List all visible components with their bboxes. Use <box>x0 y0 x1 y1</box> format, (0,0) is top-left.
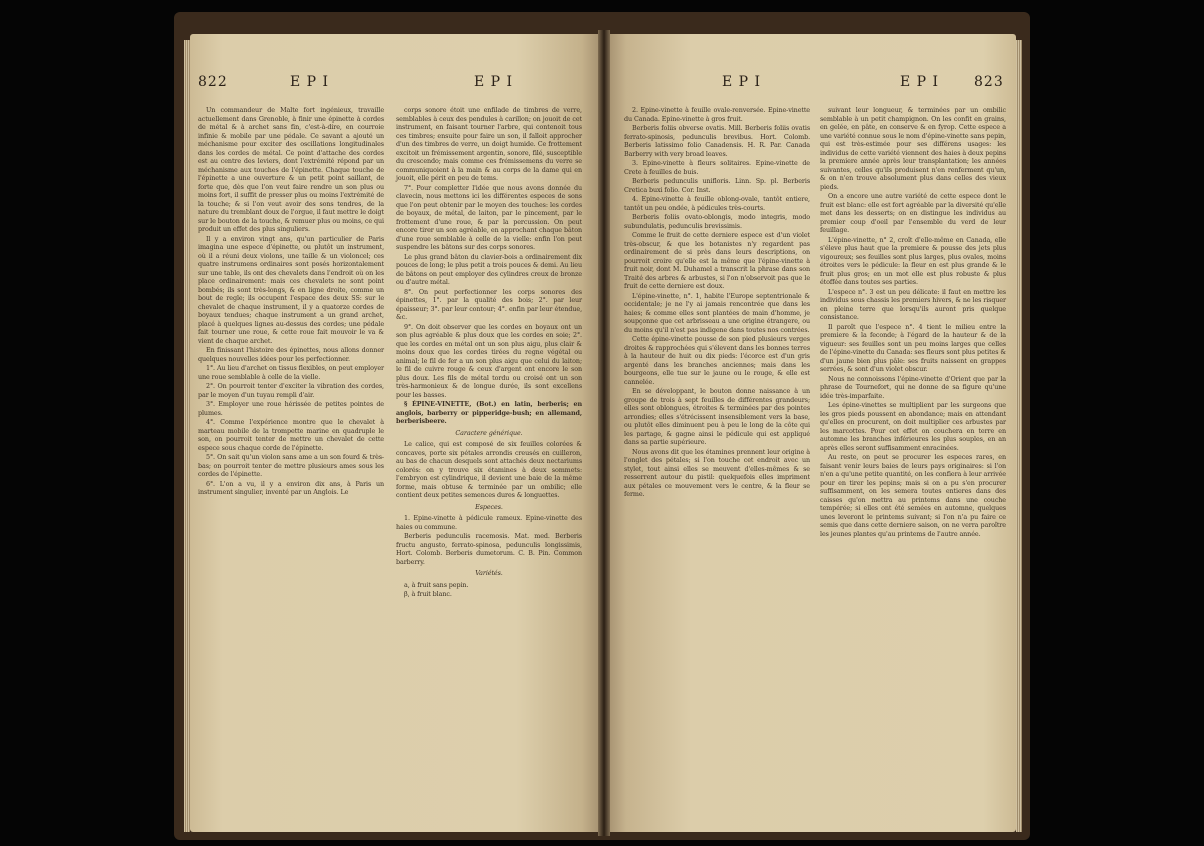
left-column-2 <box>396 106 582 600</box>
section-heading: Caractere générique. <box>455 428 523 437</box>
paragraph: Nous ne connoissons l'épine-vinette d'Orient que par la phrase de Tournefort, qui ne donne de sa figure qu'une idée très-imparfaite. <box>820 374 1006 400</box>
page-number-right: 823 <box>974 74 1004 90</box>
paragraph: 3. Epine-vinette à fleurs solitaires. Epine-vinette de Crete à feuilles de buis. <box>624 159 810 176</box>
left-column-1 <box>198 106 384 498</box>
paragraph: Il paroît que l'espece n°. 4 tient le milieu entre la premiere & la feconde; à l'égard de la hauteur & de la vigueur: ses feuilles sont un peu moins larges que celles de l'épine-vinette du Canada: ses fleurs sont plus petites & d'un jaune bien plus pâle: ses fruits naissent en grappes serrées, & sont d'un violet obscur. <box>820 322 1006 373</box>
right-page <box>610 34 1016 832</box>
running-head-right-2: E P I <box>900 74 940 90</box>
paragraph: L'épine-vinette, n°. 1, habite l'Europe septentrionale & occidentale; je ne l'y ai jamais rencontrée que dans les haies; & comme elles sont plantées de main d'homme, je soupçonne que cet arbrisseau a une origine étrangere, ou du moins qu'il n'est pas indigene dans toutes nos contrées. <box>624 291 810 334</box>
paragraph: Berberis foliis ovato-oblongis, modo integris, modo subundulatis, pedunculis brevissimis. <box>624 213 810 230</box>
running-head-right-1: E P I <box>722 74 762 90</box>
paragraph: Au reste, on peut se procurer les especes rares, en faisant venir leurs baies de leurs pays originaires: si l'on n'en a qu'une petite quantité, on les confiera à leur arrivée pour en tirer les pepins; mais si on a pu s'en procurer suffisamment, on les semera toutes entieres dans des caisses qu'on mettra au printems dans une couche tempérée; si elles ont été semées en automne, quelques unes leveront le printems suivant; si l'on n'a pu faire ce semis que dans cette derniere saison, on ne verra paroître les jeunes plantes qu'au printems de l'autre année. <box>820 453 1006 538</box>
paragraph: corps sonore étoit une enfilade de timbres de verre, semblables à ceux des pendules à carillon; on jouoit de cet instrument, en faisant tourner l'arbre, qui contenoit tous ces timbres; ensuite pour faire un son, il falloit approcher d'un des timbres de verre, un doigt humide. Ce frottement excitoit un frémissement argentin, sonore, filé, susceptible du crescendo; mais comme ces frémissemens du verre se communiquoient à la main & au corps de la dame qui en jouoit, elle périt en peu de tems. <box>396 106 582 182</box>
section-heading: Variétés. <box>475 569 503 577</box>
paragraph: Nous avons dit que les étamines prennent leur origine à l'onglet des pétales; si l'on touche cet endroit avec un stylet, tout ainsi elles se meuvent d'elles-mêmes & se resserrent autour du pistil: quelquefois elles impriment aux pétales ce mouvement vers le centre, & la fleur se ferme. <box>624 447 810 498</box>
page-number-left: 822 <box>198 74 228 90</box>
paragraph: 2°. On pourroit tenter d'exciter la vibration des cordes, par le moyen d'un tuyau rempli d'air. <box>198 382 384 399</box>
paragraph: Le calice, qui est composé de six feuilles colorées & concaves, porte six pétales arrondis creusés en cuilleron, au bas de chacun desquels sont attachés deux nectariums colorés: on y trouve six étamines à deux sommets: l'embryon est cylindrique, il devient une baie de la même forme, mais obtuse & terminée par un ombilic; elle contient deux petites semences dures & longuettes. <box>396 440 582 499</box>
right-column-1 <box>624 106 810 500</box>
paragraph: En finissant l'histoire des épinettes, nous allons donner quelques nouvelles idées pour les perfectionner. <box>198 346 384 363</box>
paragraph: 3°. Employer une roue hérissée de petites pointes de plumes. <box>198 400 384 417</box>
paragraph: Un commandeur de Malte fort ingénieux, travaille actuellement dans Grenoble, à finir une épinette à cordes de métal & à archet sans fin, c'est-à-dire, en courroie infinie & mobile par une pédale. Ce savant a ajouté un méchanisme pour exciter des oscillations longitudinales dans les cordes de métal. Ce point d'attache des cordes est au centre des leviers, dont l'extrémité répond par un méchanisme aux touches de l'épinette. Chaque touche de l'épinette a une ouverture & un petit point saillant, de forte que, dès que l'on veut faire rendre un son plus ou moins fort, il suffit de presser plus ou moins l'extrémité de la touche; & si l'on veut avoir des sons tendres, de la nature du tremblant doux de l'orgue, il faut mettre le doigt sur le bouton de la touche, & remuer plus ou moins, ce qui produit un effet des plus singuliers. <box>198 106 384 233</box>
left-page <box>190 34 598 832</box>
paragraph: 4°. Comme l'expérience montre que le chevalet à marteau mobile de la trompette marine en quadruple le son, on pourroit tenter de mettre un chevalet de cette espece sous chaque corde de l'épinette. <box>198 418 384 452</box>
paragraph: Comme le fruit de cette derniere espece est d'un violet très-obscur, & que les botanistes n'y regardent pas ordinairement de si près dans leurs descriptions, on pourroit croire qu'elle est la même que l'épine-vinette à fruit noir, dont M. Duhamel a transcrit la phrase dans son Traité des arbres & arbustes, si l'on n'observoit pas que le fruit de cette derniere est doux. <box>624 231 810 290</box>
paragraph: Il y a environ vingt ans, qu'un particulier de Paris imagina une espece d'épinette, ou plutôt un instrument, où il a réuni deux violons, une taille & un violoncel; ces quatre instrumens ordinaires sont posés horizontalement sur une table, ils ont des chevalets dans l'endroit où on les place ordinairement: mais ces chevalets ne sont point bombés; ils sont très-longs, & en ligne droite, comme un bout de regle; ils occupent l'espace des deux SS: sur le chevalet de chaque instrument, il y a quatorze cordes de boyaux tendues; chaque instrument a un grand archet, placé à quelques lignes au-dessus des cordes; une pédale fait tourner une roue, & cette roue fait mouvoir le va & vient de chaque archet. <box>198 234 384 345</box>
paragraph: Berberis pedunculis unifloris. Linn. Sp. pl. Berberis Cretica buxi folio. Cor. Inst. <box>624 177 810 194</box>
paragraph: Le plus grand bâton du clavier-bois a ordinairement dix pouces de long; le plus petit a trois pouces & demi. Au lieu de bâtons on peut employer des cylindres creux de bronze ou d'autre métal. <box>396 252 582 286</box>
paragraph: Berberis foliis obverse ovatis. Mill. Berberis foliis ovatis ferrato-spinosis, pedunculis brevibus. Hort. Colomb. Berberis latissimo folio Canadensis. H. R. Par. Canada Barberry with very broad leaves. <box>624 124 810 158</box>
entry-heading: § ÉPINE-VINETTE, (Bot.) en latin, berberis; en anglois, barberry or pipperidge-bush; en allemand, berberisbeere. <box>396 400 582 425</box>
paragraph: Cette épine-vinette pousse de son pied plusieurs verges droites & rapprochées qui s'élevent dans les bonnes terres à la hauteur de huit ou dix pieds: l'écorce est d'un gris argenté dans les branches anciennes; mais dans les bourgeons, elle tue sur le jaune ou le rouge, & elle est cannelée. <box>624 335 810 386</box>
paragraph: 5°. On sait qu'un violon sans ame a un son fourd & très-bas; on pourroit tenter de mettre plusieurs ames sous les cordes de l'épinette. <box>198 453 384 478</box>
running-head-left-2: E P I <box>474 74 514 90</box>
paragraph: L'espece n°. 3 est un peu délicate: il faut en mettre les individus sous chassis les premiers hivers, & ne les risquer en pleine terre que lorsqu'ils auront pris quelque consistance. <box>820 287 1006 321</box>
paragraph: Berberis pedunculis racemosis. Mat. med. Berberis fructu angusto, ferrato-spinosa, pedunculis longissimis, Hort. Colomb. Berberis dumetorum. C. B. Pin. Common barberry. <box>396 532 582 566</box>
paragraph: 7°. Pour completter l'idée que nous avons donnée du clavecin, nous mettons ici les différentes especes de sons que l'on peut obtenir par le moyen des touches: les cordes de boyaux, de métal, de laiton, par le pincement, par le frottement d'une roue, & par la percussion. On peut encore tirer un son agréable, en approchant chaque bâton d'une roue semblable à celle de la vielle: enfin l'on peut suspendre les bâtons sur des corps sonores. <box>396 183 582 251</box>
paragraph: 4. Epine-vinette à feuille oblong-ovale, tantôt entiere, tantôt un peu ondée, à pédicules très-courts. <box>624 195 810 212</box>
section-heading: Especes. <box>475 502 503 511</box>
book-gutter <box>598 30 610 836</box>
paragraph: β, à fruit blanc. <box>404 590 452 598</box>
right-column-2 <box>820 106 1006 539</box>
paragraph: 9°. On doit observer que les cordes en boyaux ont un son plus agréable & plus doux que les cordes en soie; 2°. que les cordes en métal ont un son plus aigu, plus clair & moins doux que les cordes tirées du regne végétal ou animal; le fil de fer a un son plus aigu que celui du laiton; le fil de cuivre rouge & ceux d'argent ont encore le son plus doux. Les fils de métal tordu ou croisé ont un son très-harmonieux & de longue durée, ils sont excellens pour les basses. <box>396 322 582 399</box>
paragraph: 1. Epine-vinette à pédicule rameux. Epine-vinette des haies ou commune. <box>396 514 582 531</box>
running-head-left-1: E P I <box>290 74 330 90</box>
paragraph: Les épine-vinettes se multiplient par les surgeons que les gros pieds poussent en abondance; mais en attendant qu'elles en procurent, on doit multiplier ces arbustes par les marcottes. Pour cet effet on couchera en terre en automne les branches inférieures les plus souples, en an après elles seront suffisamment enracinées. <box>820 401 1006 452</box>
paragraph: 1°. Au lieu d'archet on tissus flexibles, on peut employer une roue semblable à celle de la vielle. <box>198 364 384 381</box>
paragraph: L'épine-vinette, n° 2, croît d'elle-même en Canada, elle s'éleve plus haut que la premiere & pousse des jets plus vigoureux; ses feuilles sont plus larges, plus ovales, moins étroites vers le pédicule: la fleur en est plus grande & le fruit plus gros; en un mot elle est plus robuste & plus étoffée dans toutes ses parties. <box>820 235 1006 286</box>
paragraph: 2. Epine-vinette à feuille ovale-renversée. Epine-vinette du Canada. Epine-vinette à gros fruit. <box>624 106 810 123</box>
paragraph: 8°. On peut perfectionner les corps sonores des épinettes, 1°. par la qualité des bois; 2°. par leur épaisseur; 3°. par leur contour; 4°. enfin par leur étendue, &c. <box>396 287 582 321</box>
paragraph: 6°. L'on a vu, il y a environ dix ans, à Paris un instrument singulier, inventé par un Anglois. Le <box>198 479 384 496</box>
paragraph: On a encore une autre variété de cette espece dont le fruit est blanc: elle est fort agréable par la diversité qu'elle met dans les desserts; on en distingue les individus au premier coup d'oeil par l'ensemble du verd de leur feuillage. <box>820 192 1006 234</box>
page-edges-right <box>1016 40 1022 832</box>
paragraph: suivant leur longueur, & terminées par un ombilic semblable à un petit champignon. On les confit en grains, en gelée, en pâte, en conserve & en fyrop. Cette espece a une variété connue sous le nom d'épine-vinette sans pepin, qui est très-estimée pour ses différens usages: les individus de cette variété viennent des haies à deux pepins la premiere année après leur transplantation; les années suivantes, celles qu'ils produisent n'en renferment qu'un, & on n'en trouve absolument plus dans celles des vieux pieds. <box>820 106 1006 191</box>
paragraph: a, à fruit sans pepin. <box>404 580 469 589</box>
paragraph: En se développant, le bouton donne naissance à un groupe de trois à sept feuilles de différentes grandeurs; elles sont oblongues, étroites & terminées par des pointes arrondies; elles s'étrécissent insensiblement vers la base, ou plutôt elles diminuent peu à peu le long de la côte qui les partage, & gagne ainsi le pédicule qui est appliqué dans sa partie supérieure. <box>624 387 810 446</box>
